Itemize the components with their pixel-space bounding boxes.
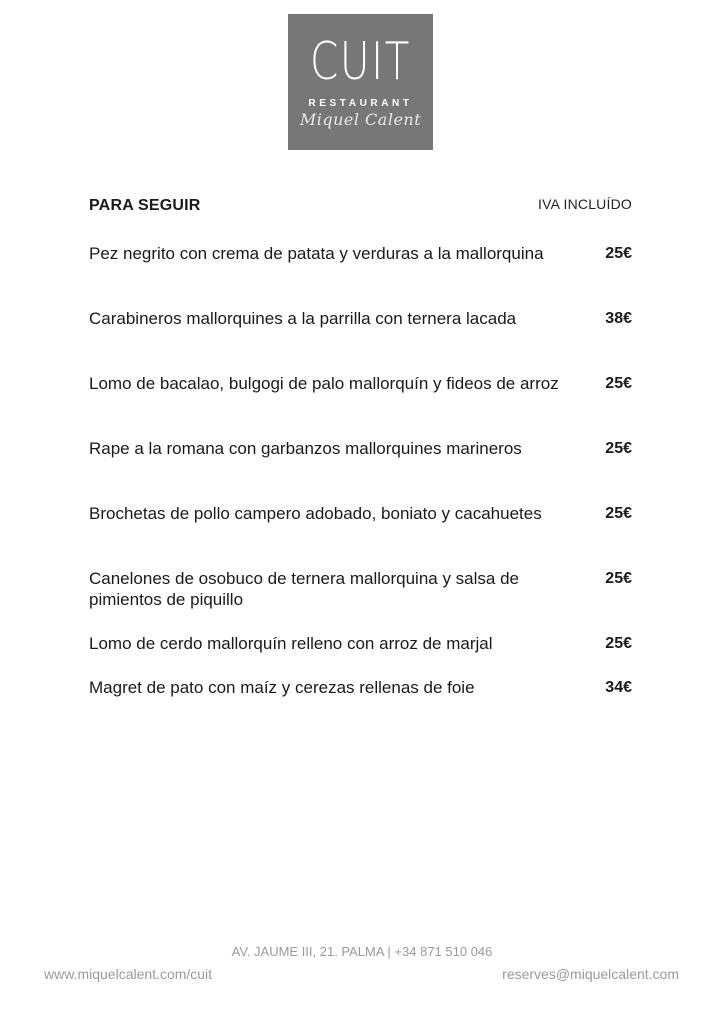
menu-item [89, 568, 632, 610]
logo-brand: CUIT [310, 32, 411, 92]
logo-subtitle: RESTAURANT [308, 98, 413, 109]
footer-website-link[interactable]: www.miquelcalent.com/cuit [44, 966, 213, 982]
menu-item-price: 34€ [605, 679, 632, 696]
footer-address: AV. JAUME III, 21. PALMA | +34 871 510 046 [231, 944, 493, 959]
menu-item-name: Lomo de cerdo mallorquín relleno con arroz de marjal [89, 634, 493, 653]
restaurant-logo [288, 14, 433, 150]
menu-item-price: 25€ [605, 245, 632, 262]
logo-signature: Miquel Calent [299, 110, 422, 129]
tax-note: IVA INCLUÍDO [538, 196, 632, 212]
menu-item-price: 25€ [605, 505, 632, 522]
menu-item-name: Carabineros mallorquines a la parrilla con ternera lacada [89, 309, 517, 328]
menu-item-price: 25€ [605, 635, 632, 652]
menu-item [89, 438, 632, 459]
menu-item-name: Lomo de bacalao, bulgogi de palo mallorquín y fideos de arroz [89, 374, 559, 393]
menu-item [89, 308, 632, 329]
menu-item-price: 25€ [605, 375, 632, 392]
menu-item-price: 25€ [605, 440, 632, 457]
menu-item-price: 38€ [605, 310, 632, 327]
menu-item [89, 243, 632, 264]
menu-item-name: Pez negrito con crema de patata y verduras a la mallorquina [89, 244, 544, 263]
menu-item-name: Rape a la romana con garbanzos mallorquines marineros [89, 439, 522, 458]
menu-item-name: Canelones de osobuco de ternera mallorquina y salsa de pimientos de piquillo [89, 569, 519, 609]
menu-item [89, 373, 632, 394]
footer-email-link[interactable]: reserves@miquelcalent.com [502, 966, 679, 982]
menu-item [89, 503, 632, 524]
menu-item-name: Magret de pato con maíz y cerezas rellenas de foie [89, 678, 475, 697]
section-title: PARA SEGUIR [89, 197, 201, 214]
menu-item-name: Brochetas de pollo campero adobado, boniato y cacahuetes [89, 504, 542, 523]
menu-item [89, 633, 632, 654]
menu-item-price: 25€ [605, 570, 632, 587]
menu-item [89, 677, 632, 698]
